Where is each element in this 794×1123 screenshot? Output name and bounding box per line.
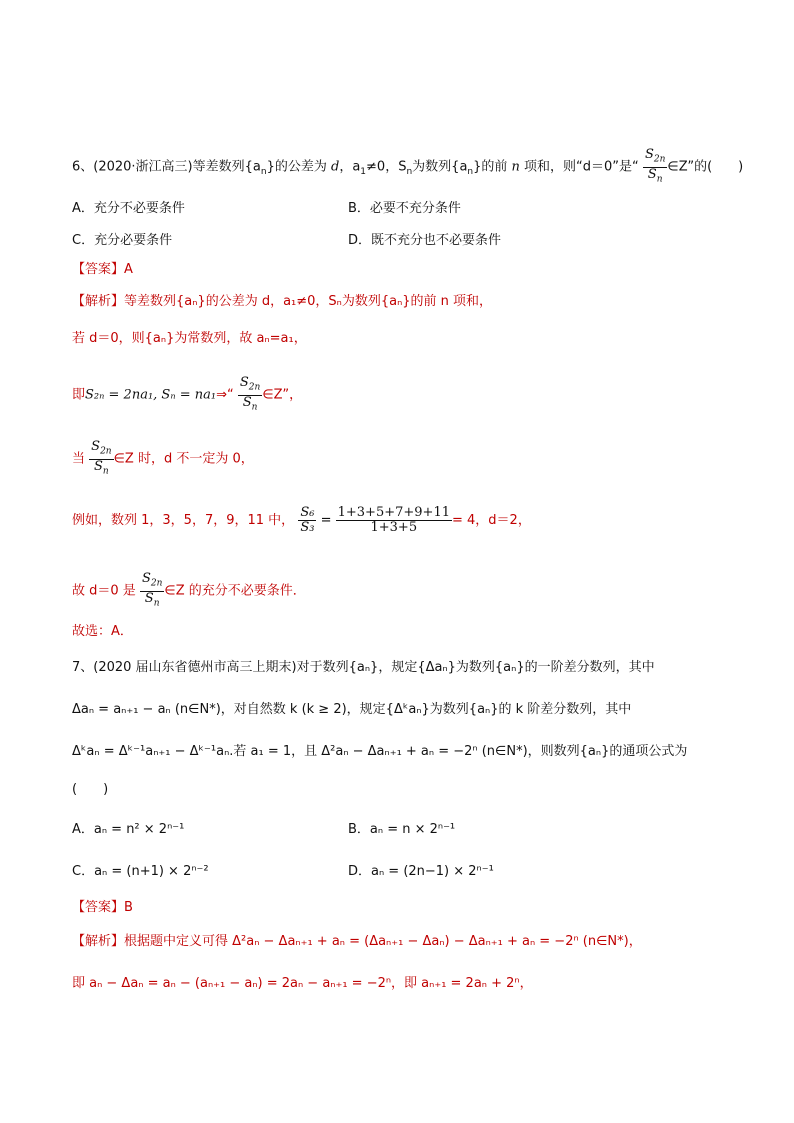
q6-option-d: D．既不充分也不必要条件 <box>348 233 502 248</box>
q6-sub: n <box>467 167 474 178</box>
q6-analysis-line7: 故选：A． <box>72 624 133 639</box>
analysis-text: 例如，数列 1，3，5，7，9，11 中， <box>72 513 295 528</box>
q7-option-a: A．aₙ = n² × 2ⁿ⁻¹ <box>72 822 185 837</box>
frac-num: S₆ <box>300 505 315 520</box>
analysis-text: ∈Z 的充分不必要条件． <box>164 583 306 599</box>
q6-fraction <box>643 148 667 186</box>
frac-num-sub: 2n <box>150 578 163 589</box>
analysis-fraction <box>238 376 262 414</box>
q6-text: }的前 <box>473 159 512 175</box>
frac-num-sub: 2n <box>248 382 261 393</box>
q6-sub: 1 <box>360 167 367 178</box>
analysis-text: 当 <box>72 451 86 467</box>
frac-den: S <box>94 458 103 474</box>
frac-num: 1+3+5+7+9+11 <box>337 505 450 520</box>
q6-option-c: C．充分必要条件 <box>72 233 173 248</box>
frac-den: 1+3+5 <box>370 520 418 535</box>
analysis-text: = 4，d＝2， <box>452 513 531 528</box>
q6-text: 为数列{a <box>412 159 468 175</box>
q7-stem-line3: Δᵏaₙ = Δᵏ⁻¹aₙ₊₁ − Δᵏ⁻¹aₙ.若 a₁ = 1，且 Δ²aₙ − Δaₙ₊₁ + aₙ = −2ⁿ (n∈N*)，则数列{aₙ}的通项公式为 <box>72 744 688 759</box>
frac-den-sub: n <box>656 174 663 185</box>
frac-num: S <box>644 147 654 162</box>
q7-option-d: D．aₙ = (2n−1) × 2ⁿ⁻¹ <box>348 864 494 879</box>
q6-text: }的公差为 <box>266 159 331 175</box>
q6-text: ∈Z”的( ) <box>667 159 744 175</box>
analysis-text: 即 <box>72 387 86 403</box>
q7-answer: 【答案】B <box>72 900 133 915</box>
analysis-math: S₂ₙ = 2na₁, Sₙ = na₁ <box>85 387 217 403</box>
analysis-text: 根据题中定义可得 Δ²aₙ − Δaₙ₊₁ + aₙ = (Δaₙ₊₁ − Δaₙ) − Δaₙ₊₁ + aₙ = −2ⁿ (n∈N*)， <box>124 934 642 949</box>
frac-den: S <box>242 394 252 410</box>
example-fraction-s <box>298 506 316 535</box>
q6-sub: n <box>406 167 413 178</box>
q6-analysis-line6 <box>72 572 306 610</box>
frac-num: S <box>141 571 151 586</box>
analysis-label: 【解析】 <box>72 294 125 309</box>
q6-var-d: d <box>331 159 340 175</box>
q6-text: 6、(2020·浙江高三)等差数列{a <box>72 159 261 175</box>
q6-text: ≠0，S <box>366 159 407 175</box>
analysis-fraction <box>140 572 164 610</box>
analysis-text: ⇒“ <box>216 387 234 403</box>
frac-den-sub: n <box>251 402 258 413</box>
analysis-text: ∈Z 时，d 不一定为 0， <box>113 451 254 467</box>
q7-stem-line1: 7、(2020 届山东省德州市高三上期末)对于数列{aₙ}，规定{Δaₙ}为数列{aₙ}的一阶差分数列，其中 <box>72 660 655 675</box>
q6-analysis-line1 <box>72 292 492 312</box>
frac-den: S <box>647 166 657 182</box>
q6-stem <box>72 148 743 186</box>
q6-sub: n <box>260 167 267 178</box>
q6-analysis-line2: 若 d＝0，则{aₙ}为常数列，故 aₙ=a₁， <box>72 331 307 346</box>
q6-text: 项和，则“d＝0”是“ <box>519 159 639 175</box>
frac-num: S <box>91 439 101 454</box>
q6-answer: 【答案】A <box>72 262 133 277</box>
frac-den-sub: n <box>153 598 160 609</box>
q6-option-a: A．充分不必要条件 <box>72 201 185 216</box>
q7-analysis-line2: 即 aₙ − Δaₙ = aₙ − (aₙ₊₁ − aₙ) = 2aₙ − aₙ₊₁ = −2ⁿ，即 aₙ₊₁ = 2aₙ + 2ⁿ， <box>72 976 533 991</box>
frac-den-sub: n <box>102 466 109 477</box>
frac-num: S <box>239 375 249 390</box>
q7-stem-line4: ( ) <box>72 782 109 797</box>
analysis-text: 等差数列{aₙ}的公差为 d，a₁≠0，Sₙ为数列{aₙ}的前 n 项和， <box>124 294 493 309</box>
q6-analysis-line3 <box>72 376 302 414</box>
q7-option-c: C．aₙ = (n+1) × 2ⁿ⁻² <box>72 864 209 879</box>
q7-stem-line2: Δaₙ = aₙ₊₁ − aₙ (n∈N*)，对自然数 k (k ≥ 2)，规定{Δᵏaₙ}为数列{aₙ}的 k 阶差分数列，其中 <box>72 702 632 717</box>
frac-den: S <box>144 590 154 606</box>
q6-text: ，a <box>339 159 361 175</box>
q6-analysis-line4 <box>72 440 254 478</box>
example-fraction-sum <box>336 506 452 535</box>
q6-analysis-line5: 例如，数列 1，3，5，7，9，11 中， $\frac{\text{S₆}}{\text{S₃}}$ = $\frac{1+3+5+7+9+11}{1+3+5}$ = 4，d＝2， <box>72 505 531 535</box>
q6-var-n: n <box>511 159 520 175</box>
q6-option-b: B．必要不充分条件 <box>348 201 461 216</box>
analysis-label: 【解析】 <box>72 934 125 949</box>
analysis-text: ∈Z”， <box>262 387 303 403</box>
frac-num-sub: 2n <box>653 154 666 165</box>
analysis-text: 故 d＝0 是 <box>72 583 136 599</box>
analysis-fraction <box>89 440 113 478</box>
frac-den: S₃ <box>300 520 315 535</box>
q7-analysis-line1 <box>72 932 642 952</box>
frac-num-sub: 2n <box>100 446 112 457</box>
q7-option-b: B．aₙ = n × 2ⁿ⁻¹ <box>348 822 456 837</box>
